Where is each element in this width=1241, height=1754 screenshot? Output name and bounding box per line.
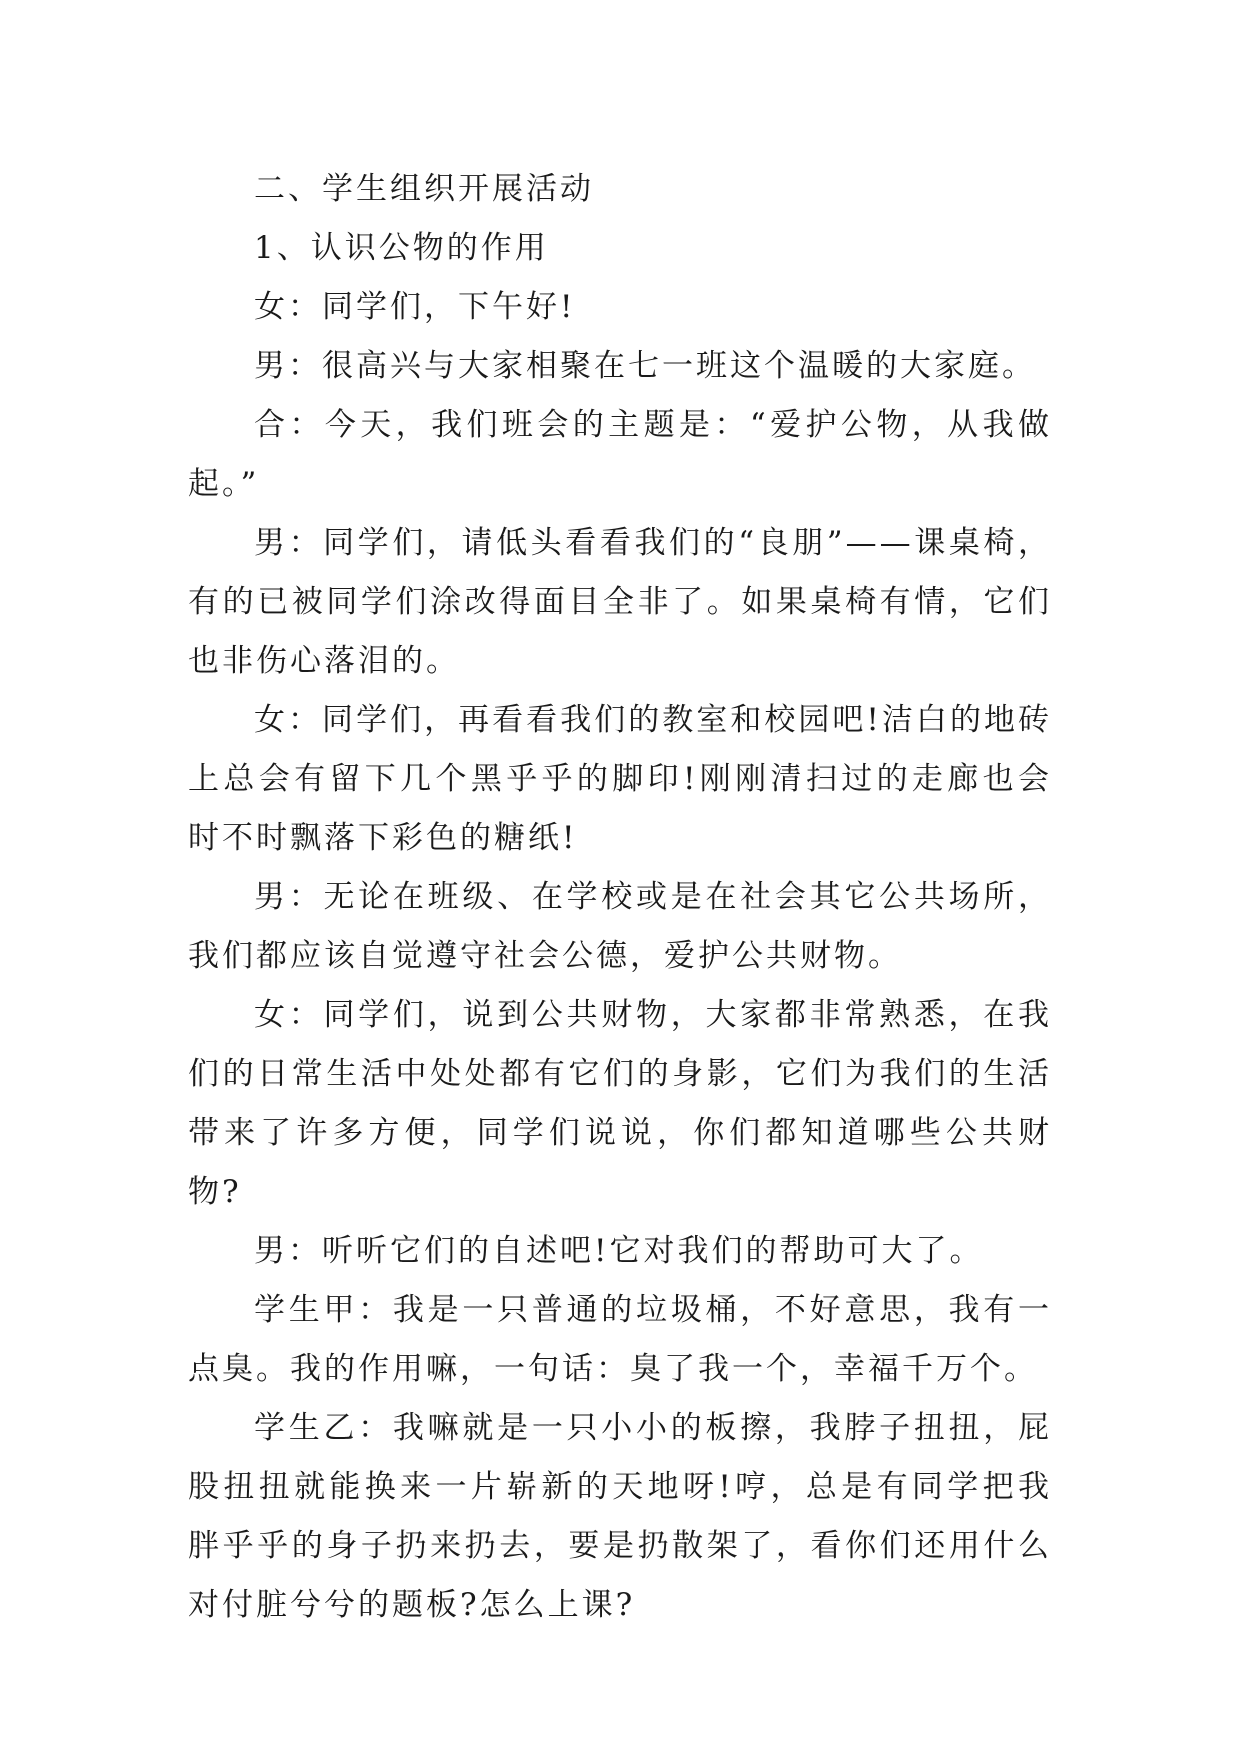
paragraph: 女：同学们，再看看我们的教室和校园吧!洁白的地砖上总会有留下几个黑乎乎的脚印!刚刚清扫过的走廊也会时不时飘落下彩色的糖纸!	[188, 702, 1052, 856]
paragraph: 女：同学们，说到公共财物，大家都非常熟悉，在我们的日常生活中处处都有它们的身影，它们为我们的生活带来了许多方便，同学们说说，你们都知道哪些公共财物?	[188, 997, 1052, 1210]
paragraph: 学生甲：我是一只普通的垃圾桶，不好意思，我有一点臭。我的作用嘛，一句话：臭了我一个，幸福千万个。	[188, 1292, 1052, 1387]
paragraph: 学生乙：我嘛就是一只小小的板擦，我脖子扭扭，屁股扭扭就能换来一片崭新的天地呀!哼，总是有同学把我胖乎乎的身子扔来扔去，要是扔散架了，看你们还用什么对付脏兮兮的题板?怎么上课?	[188, 1410, 1052, 1623]
section-heading: 二、学生组织开展活动	[254, 171, 594, 207]
subsection-heading: 1、认识公物的作用	[254, 230, 549, 266]
paragraph: 合：今天，我们班会的主题是：“爱护公物，从我做起。”	[188, 407, 1052, 502]
document-body	[188, 160, 1052, 1635]
paragraph: 男：同学们，请低头看看我们的“良朋”——课桌椅，有的已被同学们涂改得面目全非了。如果桌椅有情，它们也非伤心落泪的。	[188, 525, 1052, 679]
paragraph: 男：听听它们的自述吧!它对我们的帮助可大了。	[254, 1233, 984, 1269]
paragraph: 女：同学们，下午好!	[254, 289, 576, 325]
paragraph: 男：无论在班级、在学校或是在社会其它公共场所，我们都应该自觉遵守社会公德，爱护公共财物。	[188, 879, 1052, 974]
paragraph: 男：很高兴与大家相聚在七一班这个温暖的大家庭。	[254, 348, 1036, 384]
